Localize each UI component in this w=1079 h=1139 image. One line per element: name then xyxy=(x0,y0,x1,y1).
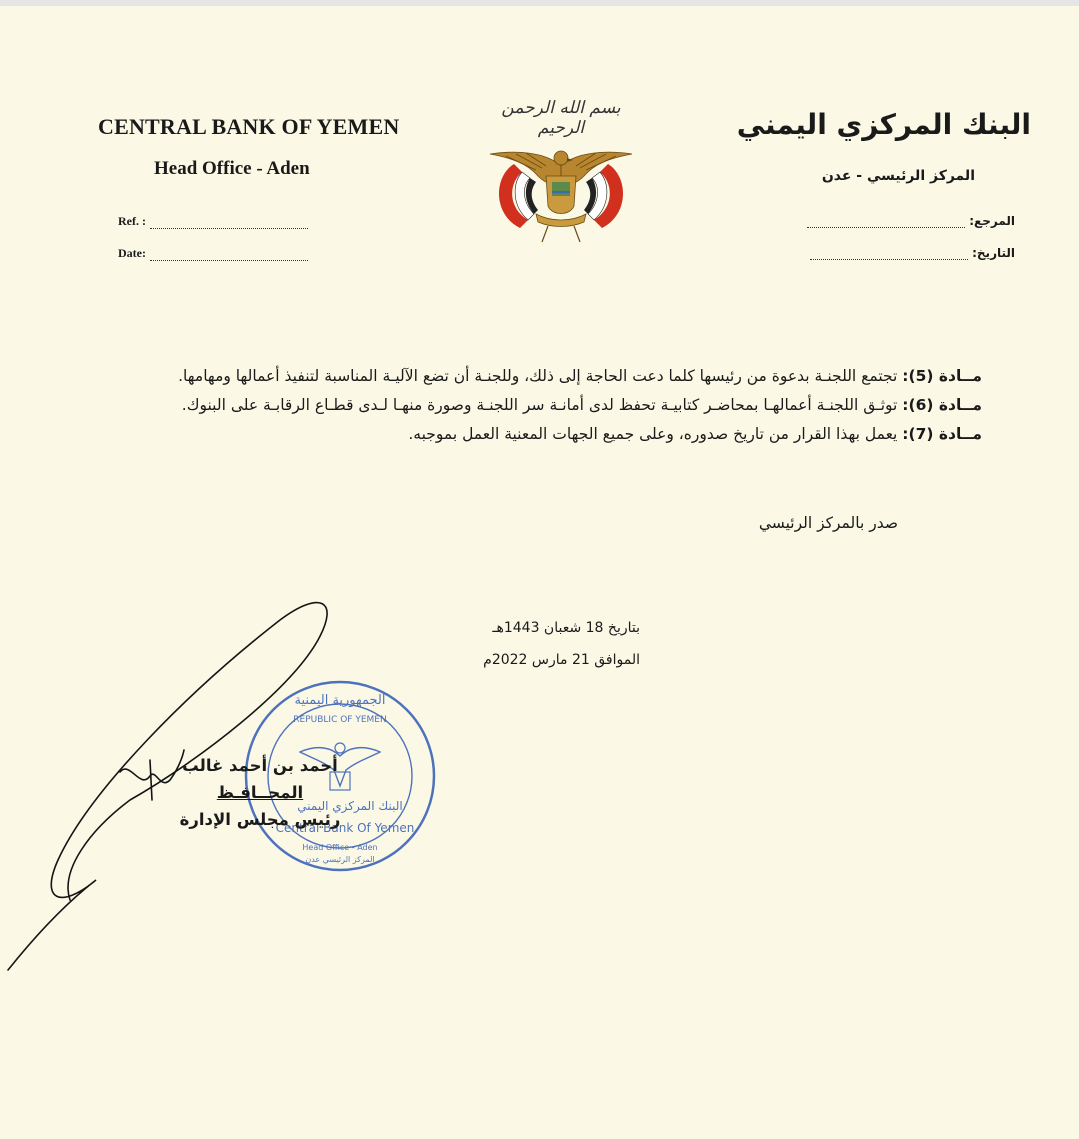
ref-label-english: Ref. : xyxy=(118,214,146,228)
date-field-english xyxy=(118,246,308,261)
article-5-label: مــادة (5): xyxy=(902,367,982,385)
article-7-text: يعمل بهذا القرار من تاريخ صدوره، وعلى جميع الجهات المعنية العمل بموجبه. xyxy=(408,425,903,443)
stamp-top-arabic: الجمهورية اليمنية xyxy=(294,693,386,708)
article-6 xyxy=(170,391,982,420)
article-7-label: مــادة (7): xyxy=(902,425,982,443)
issued-at-text: صدر بالمركز الرئيسي xyxy=(758,514,898,532)
article-5 xyxy=(170,362,982,391)
office-name-arabic: المركز الرئيسي - عدن xyxy=(821,168,975,184)
signature-block xyxy=(160,752,360,833)
date-field-arabic xyxy=(755,246,1015,260)
date-label-arabic: التاريخ: xyxy=(972,246,1015,260)
office-name-english: Head Office - Aden xyxy=(154,158,310,179)
stamp-top-english: REPUBLIC OF YEMEN xyxy=(293,715,387,725)
bank-name-english: CENTRAL BANK OF YEMEN xyxy=(98,114,400,139)
stamp-office-english: Head Office - Aden xyxy=(302,843,378,852)
article-6-text: توثـق اللجنـة أعمالهـا بمحاضـر كتابيـة تحفظ لدى أمانـة سر اللجنـة وصورة منهـا لـدى قطـاع الرقابـة على البنوك. xyxy=(181,396,903,414)
date-gregorian: الموافق 21 مارس 2022م xyxy=(483,652,640,668)
date-hijri: بتاريخ 18 شعبان 1443هـ xyxy=(492,620,640,636)
ref-field-english xyxy=(118,214,308,229)
ref-label-arabic: المرجع: xyxy=(969,214,1015,228)
ref-dotted-line xyxy=(150,218,308,229)
yemen-eagle-emblem-icon xyxy=(476,96,646,248)
signatory-title: المحــافـظ xyxy=(216,783,304,802)
ref-dotted-line-arabic xyxy=(807,217,965,228)
ref-field-arabic xyxy=(755,214,1015,228)
signatory-role: رئيس مجلس الإدارة xyxy=(179,810,341,829)
stamp-bottom-english: Central Bank Of Yemen xyxy=(275,821,415,835)
bank-name-arabic: البنك المركزي اليمني xyxy=(736,108,1031,141)
date-dotted-line xyxy=(150,250,308,261)
article-7 xyxy=(170,420,982,449)
date-dotted-line-arabic xyxy=(810,249,968,260)
article-5-text: تجتمع اللجنـة بدعوة من رئيسها كلما دعت الحاجة إلى ذلك، وللجنـة أن تضع الآليـة المناسبة لتنفيذ أعمالها ومهامها. xyxy=(178,367,903,385)
article-6-label: مــادة (6): xyxy=(902,396,982,414)
stamp-office-arabic: المركز الرئيسي عدن xyxy=(305,855,375,864)
date-label-english: Date: xyxy=(118,246,146,260)
basmala-calligraphy: بسم الله الرحمن الرحيم xyxy=(501,98,621,138)
scan-top-edge xyxy=(0,0,1079,6)
stamp-middle-arabic: البنك المركزي اليمني xyxy=(297,799,403,813)
decision-articles xyxy=(170,362,982,449)
signatory-name: أحمد بن أحمد غالب xyxy=(182,756,338,775)
